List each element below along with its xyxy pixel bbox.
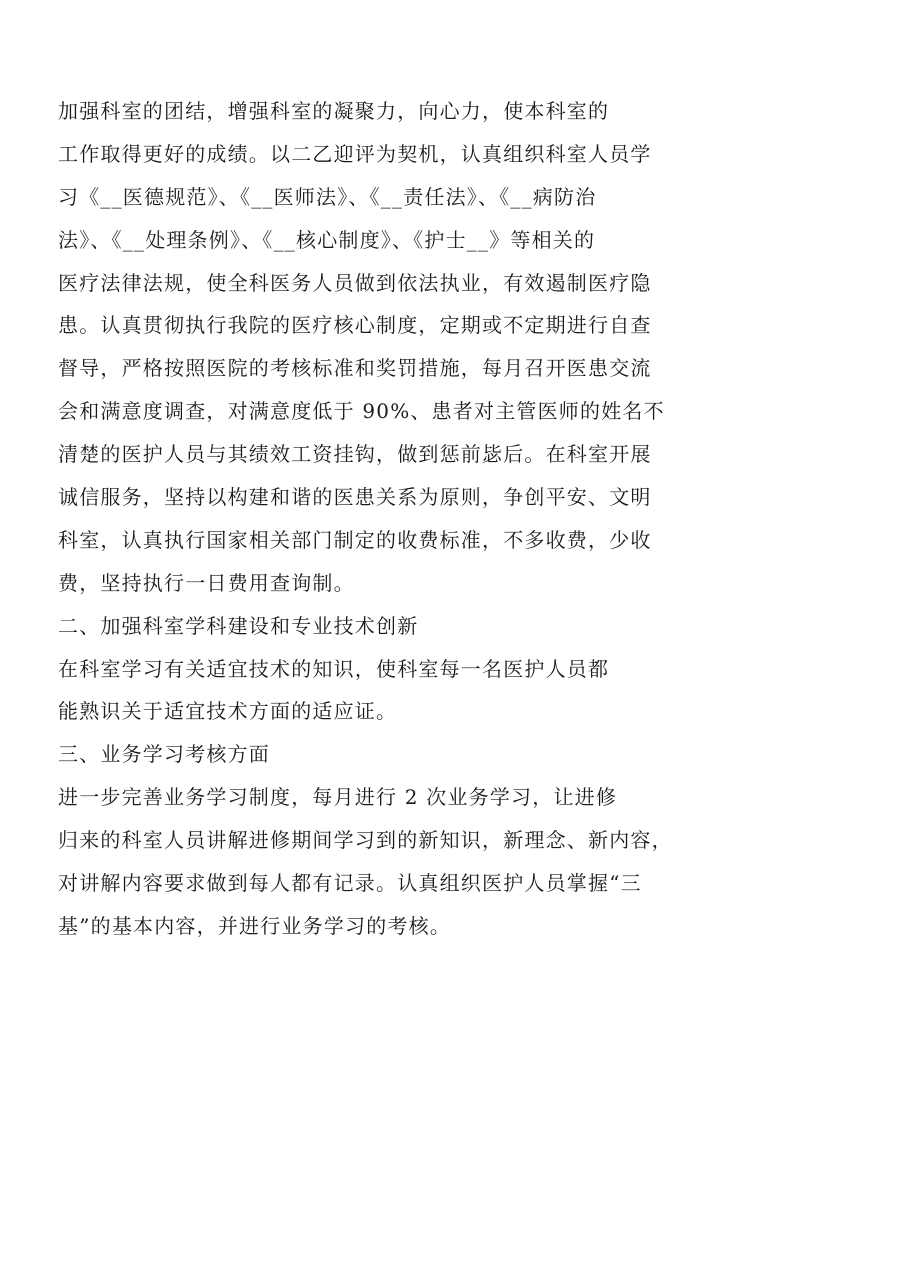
text-line: 督导，严格按照医院的考核标准和奖罚措施，每月召开医患交流: [58, 356, 652, 381]
text-line: 费，坚持执行一日费用查询制。: [58, 570, 355, 595]
text-line: 科室，认真执行国家相关部门制定的收费标准，不多收费，少收: [58, 527, 652, 552]
text-line: 法》、《__处理条例》、《__核心制度》、《护士__》等相关的: [58, 227, 596, 252]
text-line: 会和满意度调查，对满意度低于 90%、患者对主管医师的姓名不: [58, 399, 665, 424]
text-line: 对讲解内容要求做到每人都有记录。认真组织医护人员掌握“三: [58, 871, 642, 896]
text-line: 习《__医德规范》、《__医师法》、《__责任法》、《__病防治: [58, 184, 597, 209]
text-line: 基”的基本内容，并进行业务学习的考核。: [58, 913, 452, 938]
document-body: [58, 90, 878, 948]
text-line: 加强科室的团结，增强科室的凝聚力，向心力，使本科室的: [58, 99, 610, 123]
text-line: 清楚的医护人员与其绩效工资挂钩，做到惩前毖后。在科室开展: [58, 442, 652, 467]
text-line: 能熟识关于适宜技术方面的适应证。: [58, 699, 398, 724]
text-line: 归来的科室人员讲解进修期间学习到的新知识，新理念、新内容，: [58, 828, 673, 853]
text-line: 工作取得更好的成绩。以二乙迎评为契机，认真组织科室人员学: [58, 141, 652, 166]
section-heading: 三、业务学习考核方面: [58, 742, 270, 767]
text-line: 诚信服务，坚持以构建和谐的医患关系为原则，争创平安、文明: [58, 485, 652, 510]
section-heading: 二、加强科室学科建设和专业技术创新: [58, 613, 419, 638]
text-line: 进一步完善业务学习制度，每月进行 2 次业务学习，让进修: [58, 785, 618, 810]
text-line: 医疗法律法规，使全科医务人员做到依法执业，有效遏制医疗隐: [58, 270, 652, 295]
text-line: 在科室学习有关适宜技术的知识，使科室每一名医护人员都: [58, 656, 610, 681]
text-line: 患。认真贯彻执行我院的医疗核心制度，定期或不定期进行自查: [58, 313, 652, 338]
